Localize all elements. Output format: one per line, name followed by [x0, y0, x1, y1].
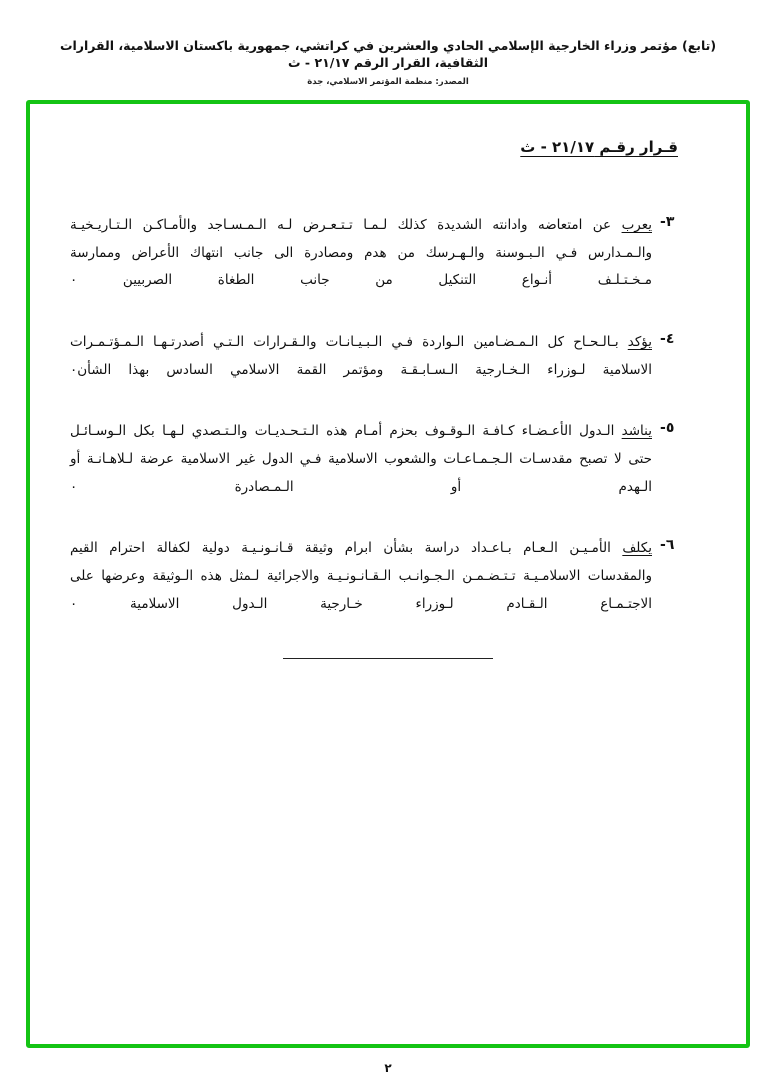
clause-keyword: يعرب — [621, 217, 652, 233]
clause-number: ٣- — [660, 214, 675, 230]
clause-list — [70, 212, 706, 618]
clause-rest: عن امتعاضه وادانته الشديدة كذلك لـمـا تـتـعـرض لـه الـمـسـاجد والأمـاكـن الـتـاريـخيـة والـمـدارس فـي الـبـوسنة والـهـرسك من هدم ومصادرة الى جانب انتهاك الأعراض وممارسة مـخـتـلـف أنـواع التنكيل من جانب الطغاة الصربيين ٠ — [70, 217, 652, 289]
header-title-line: (تابع) مؤتمر وزراء الخارجية الإسلامي الحادي والعشرين في كراتشي، جمهورية باكستان الاسلامية، القرارات الثقافية، القرار الرقم ٢١/١٧ - ث — [59, 38, 717, 70]
clause-rest: الـدول الأعـضـاء كـافـة الـوقـوف بحزم أمـام هذه الـتـحـديـات والـتـصدي لـهـا بكل الـوسـائـل حتى لا تصبح مقدسـات الـجـمـاعـات والشعوب الاسلامية فـي الدول غير الاسلامية عرضة لـلاهـانـة أو الـهدم أو الـمـصادرة ٠ — [70, 423, 652, 495]
page-number: ٢ — [384, 1061, 392, 1075]
clause-text — [70, 212, 652, 295]
page-header — [36, 38, 740, 87]
clause-number: ٦- — [660, 537, 675, 554]
clause-text — [70, 329, 652, 384]
page-title: قـرار رقـم ٢١/١٧ - ث — [520, 138, 678, 156]
clause-keyword: يكلف — [622, 540, 652, 557]
document-body — [30, 104, 746, 1044]
clause-rest: بـالـحـاح كل الـمـضـامين الـواردة فـي الـبـيـانـات والـقـرارات الـتـي أصدرتـهـا الـمـؤتـمـرات الاسلامية لـوزراء الـخـارجية الـسـابـقـة ومؤتمر القمة الاسلامي السادس بهذا الشأن٠ — [70, 334, 652, 378]
clause-keyword: يؤكد — [627, 334, 652, 351]
clause-number: ٥- — [660, 420, 675, 437]
clause-text — [70, 535, 652, 618]
list-item — [70, 418, 706, 501]
list-item — [70, 212, 706, 295]
clause-text — [70, 418, 652, 501]
clause-keyword: يناشد — [621, 423, 652, 440]
clause-rest: الأمـيـن الـعـام بـاعـداد دراسة بشأن ابرام وثيقة قـانـونـيـة دولية لكفالة احترام القيم والمقدسات الاسلامـيـة تـتـضـمـن الـجـوانـب الـقـانـونـيـة والاجرائية لـمثل هذه الـوثيقة وعرضها على الاجتـمـاع الـقـادم لـوزراء خـارجية الـدول الاسلامية ٠ — [70, 540, 652, 612]
list-item — [70, 535, 706, 618]
green-border-frame — [26, 100, 750, 1048]
horizontal-divider — [283, 658, 493, 659]
header-source-line: المصدر: منظمة المؤتمر الاسلامي، جدة — [307, 76, 469, 87]
clause-number: ٤- — [660, 331, 675, 348]
list-item — [70, 329, 706, 384]
